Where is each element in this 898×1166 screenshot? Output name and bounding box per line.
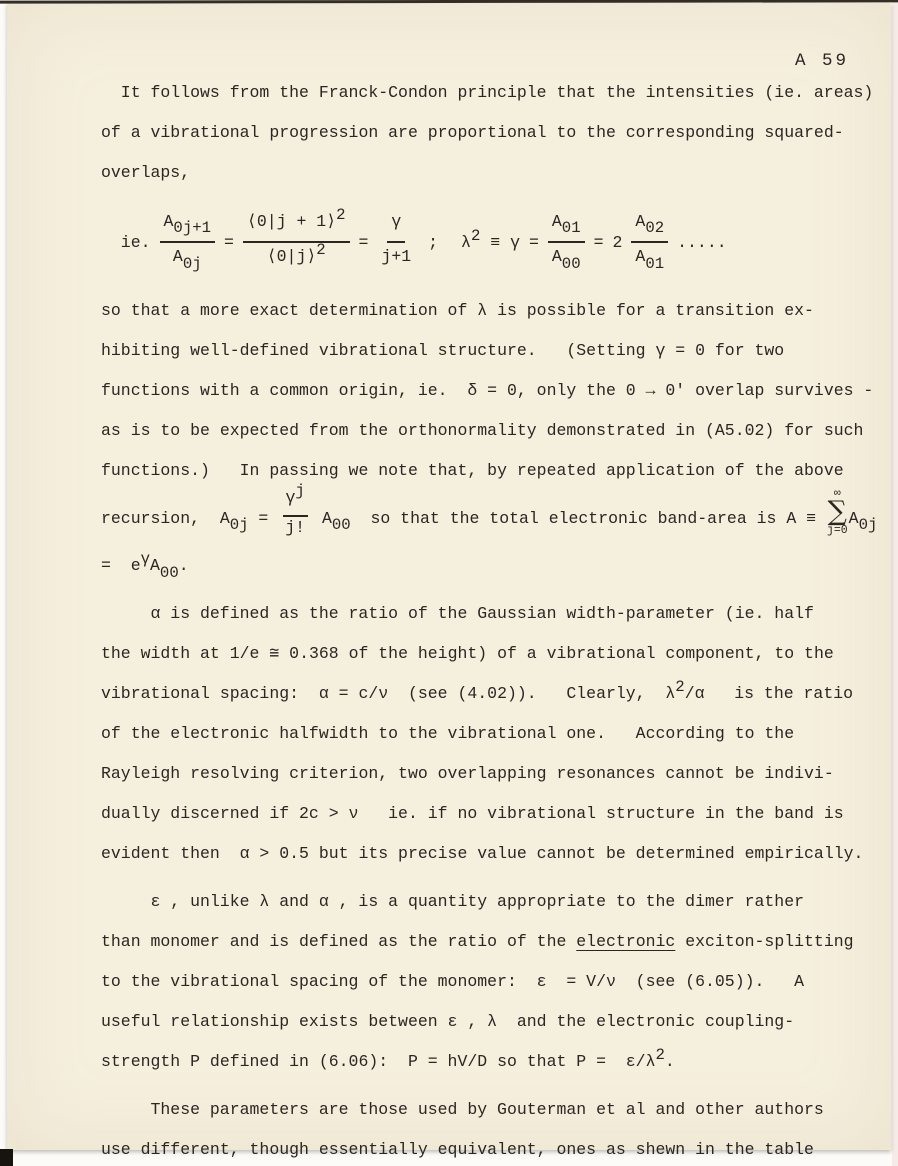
text-line: ε , unlike λ and α , is a quantity appropriate to the dimer rather [150,891,805,911]
band-area-result-line: = eγA00. [101,549,189,582]
fraction-a01-over-a00: $\frac{A01}{A00}$ [548,210,585,277]
text-line: useful relationship exists between ε , λ and the electronic coupling- [101,1011,795,1031]
text-line: dually discerned if 2c > ν ie. if no vibrational structure in the band is [101,803,844,823]
fraction-a02-over-a01: $\frac{A02}{A01}$ [631,210,668,277]
text-line-lambda-alpha-ratio: vibrational spacing: α = c/ν (see (4.02)). Clearly, λ2/α is the ratio [101,677,854,703]
paragraph-lambda-determination [101,291,883,586]
text-line: Rayleigh resolving criterion, two overlapping resonances cannot be indivi- [101,763,834,783]
scan-corner-mark [0,1149,13,1166]
fraction-gamma-j-over-j-factorial: $\frac{\gamma j}{j!}$ [282,489,308,544]
underlined-word: electronic [576,931,676,951]
semicolon: ; [428,233,439,253]
equation-prefix: ie. [120,233,151,253]
text-line: overlaps, [101,163,191,182]
text-line: functions with a common origin, ie. δ = 0, only the 0 → 0' overlap survives - [101,381,874,400]
equals-sign: = [358,233,369,253]
text-line: of the electronic halfwidth to the vibrational one. According to the [101,723,795,743]
fraction-gamma-over-j1: $\frac{\gamma}{j+1}$ [381,211,412,266]
text-line: α is defined as the ratio of the Gaussian width-parameter (ie. half [150,603,814,623]
equals-sign: = [224,233,234,253]
text-line: It follows from the Franck-Condon principle that the intensities (ie. areas) [120,83,874,102]
page-number: A 59 [794,51,849,71]
paragraph-franck-condon [101,73,883,193]
text-line: so that a more exact determination of λ is possible for a transition ex- [101,301,814,320]
summation-symbol: ∞ ∑ j=0 [826,486,848,537]
text-line: hibiting well-defined vibrational structure. (Setting γ = 0 for two [101,341,785,360]
text-line: These parameters are those used by Gouterman et al and other authors [150,1099,824,1119]
ellipsis-dots: ..... [677,233,727,253]
fraction-a0j1-over-a0j: $\frac{A0j+1}{A0j}$ [160,210,216,277]
text-line: the width at 1/e ≅ 0.368 of the height) of a vibrational component, to the [101,643,834,663]
text-line: as is to be expected from the orthonormality demonstrated in (A5.02) for such [101,421,864,440]
text-line-underlined-electronic: than monomer and is defined as the ratio of the electronic exciton-splitting [101,931,854,951]
lambda-squared-identity: λ2 ≡ γ [461,227,520,253]
text-line-coupling-strength: strength P defined in (6.06): P = hV/D so that P = ε/λ2. [101,1045,675,1071]
text-line: use different, though essentially equivalent, ones as shewn in the table [101,1139,814,1159]
equals-sign: = [593,233,604,253]
recursion-formula-line: recursion, A0j = $\frac{\gamma j}{j!}$ A00 so that the total electronic band-area is A ≡ ∞ ∑ j=0 A0j [101,491,883,546]
text-line: of a vibrational progression are proportional to the corresponding squared- [101,123,844,142]
equals-sign: = [528,233,539,253]
text-line: to the vibrational spacing of the monomer: ε = V/ν (see (6.05)). A [101,971,805,991]
page-content [7,3,891,1159]
paragraph-gouterman [101,1090,883,1166]
paragraph-epsilon-definition [101,882,883,1082]
intensity-ratio-equation [101,201,883,285]
paragraph-alpha-definition [101,594,883,874]
scan-right-edge [892,0,898,1166]
coefficient-two: 2 [612,233,623,253]
text-line: evident then α > 0.5 but its precise value cannot be determined empirically. [101,843,864,863]
text-line: functions.) In passing we note that, by repeated application of the above [101,461,844,480]
fraction-overlap-squared: $\frac{⟨0|j + 1⟩2}{⟨0|j⟩2}$ [243,210,350,277]
paper-sheet [7,3,891,1159]
